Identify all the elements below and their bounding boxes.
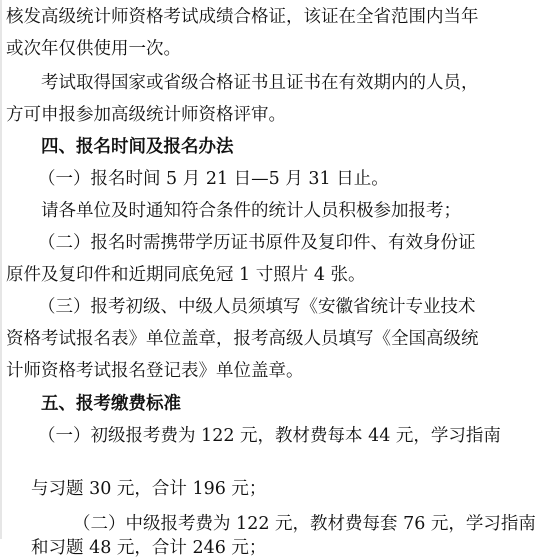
text-line: 请各单位及时通知符合条件的统计人员积极参加报考； xyxy=(41,201,461,221)
text-line: （一）报名时间 5 月 21 日—5 月 31 日止。 xyxy=(38,169,389,189)
text-line: （一）初级报考费为 122 元，教材费每本 44 元，学习指南 xyxy=(38,426,501,446)
text-line: 或次年仅供使用一次。 xyxy=(6,39,181,59)
text-line: 计师资格考试报名登记表》单位盖章。 xyxy=(6,361,304,381)
text-line: 和习题 48 元，合计 246 元； xyxy=(31,538,267,558)
text-line: （二）中级报考费为 122 元，教材费每套 76 元，学习指南 xyxy=(73,514,536,534)
text-line: （三）报考初级、中级人员须填写《安徽省统计专业技术 xyxy=(38,297,476,317)
text-line: （二）报名时需携带学历证书原件及复印件、有效身份证 xyxy=(38,233,476,253)
scan-edge xyxy=(0,0,2,539)
section-heading: 四、报名时间及报名办法 xyxy=(41,137,234,157)
text-line: 原件及复印件和近期同底免冠 1 寸照片 4 张。 xyxy=(6,265,366,285)
text-line: 核发高级统计师资格考试成绩合格证，该证在全省范围内当年 xyxy=(6,7,479,27)
text-line: 与习题 30 元，合计 196 元； xyxy=(31,479,267,499)
text-line: 资格考试报名表》单位盖章，报考高级人员填写《全国高级统 xyxy=(6,329,479,349)
section-heading: 五、报考缴费标准 xyxy=(41,394,181,414)
text-line: 方可申报参加高级统计师资格评审。 xyxy=(6,105,286,125)
text-line: 考试取得国家或省级合格证书且证书在有效期内的人员， xyxy=(41,73,479,93)
